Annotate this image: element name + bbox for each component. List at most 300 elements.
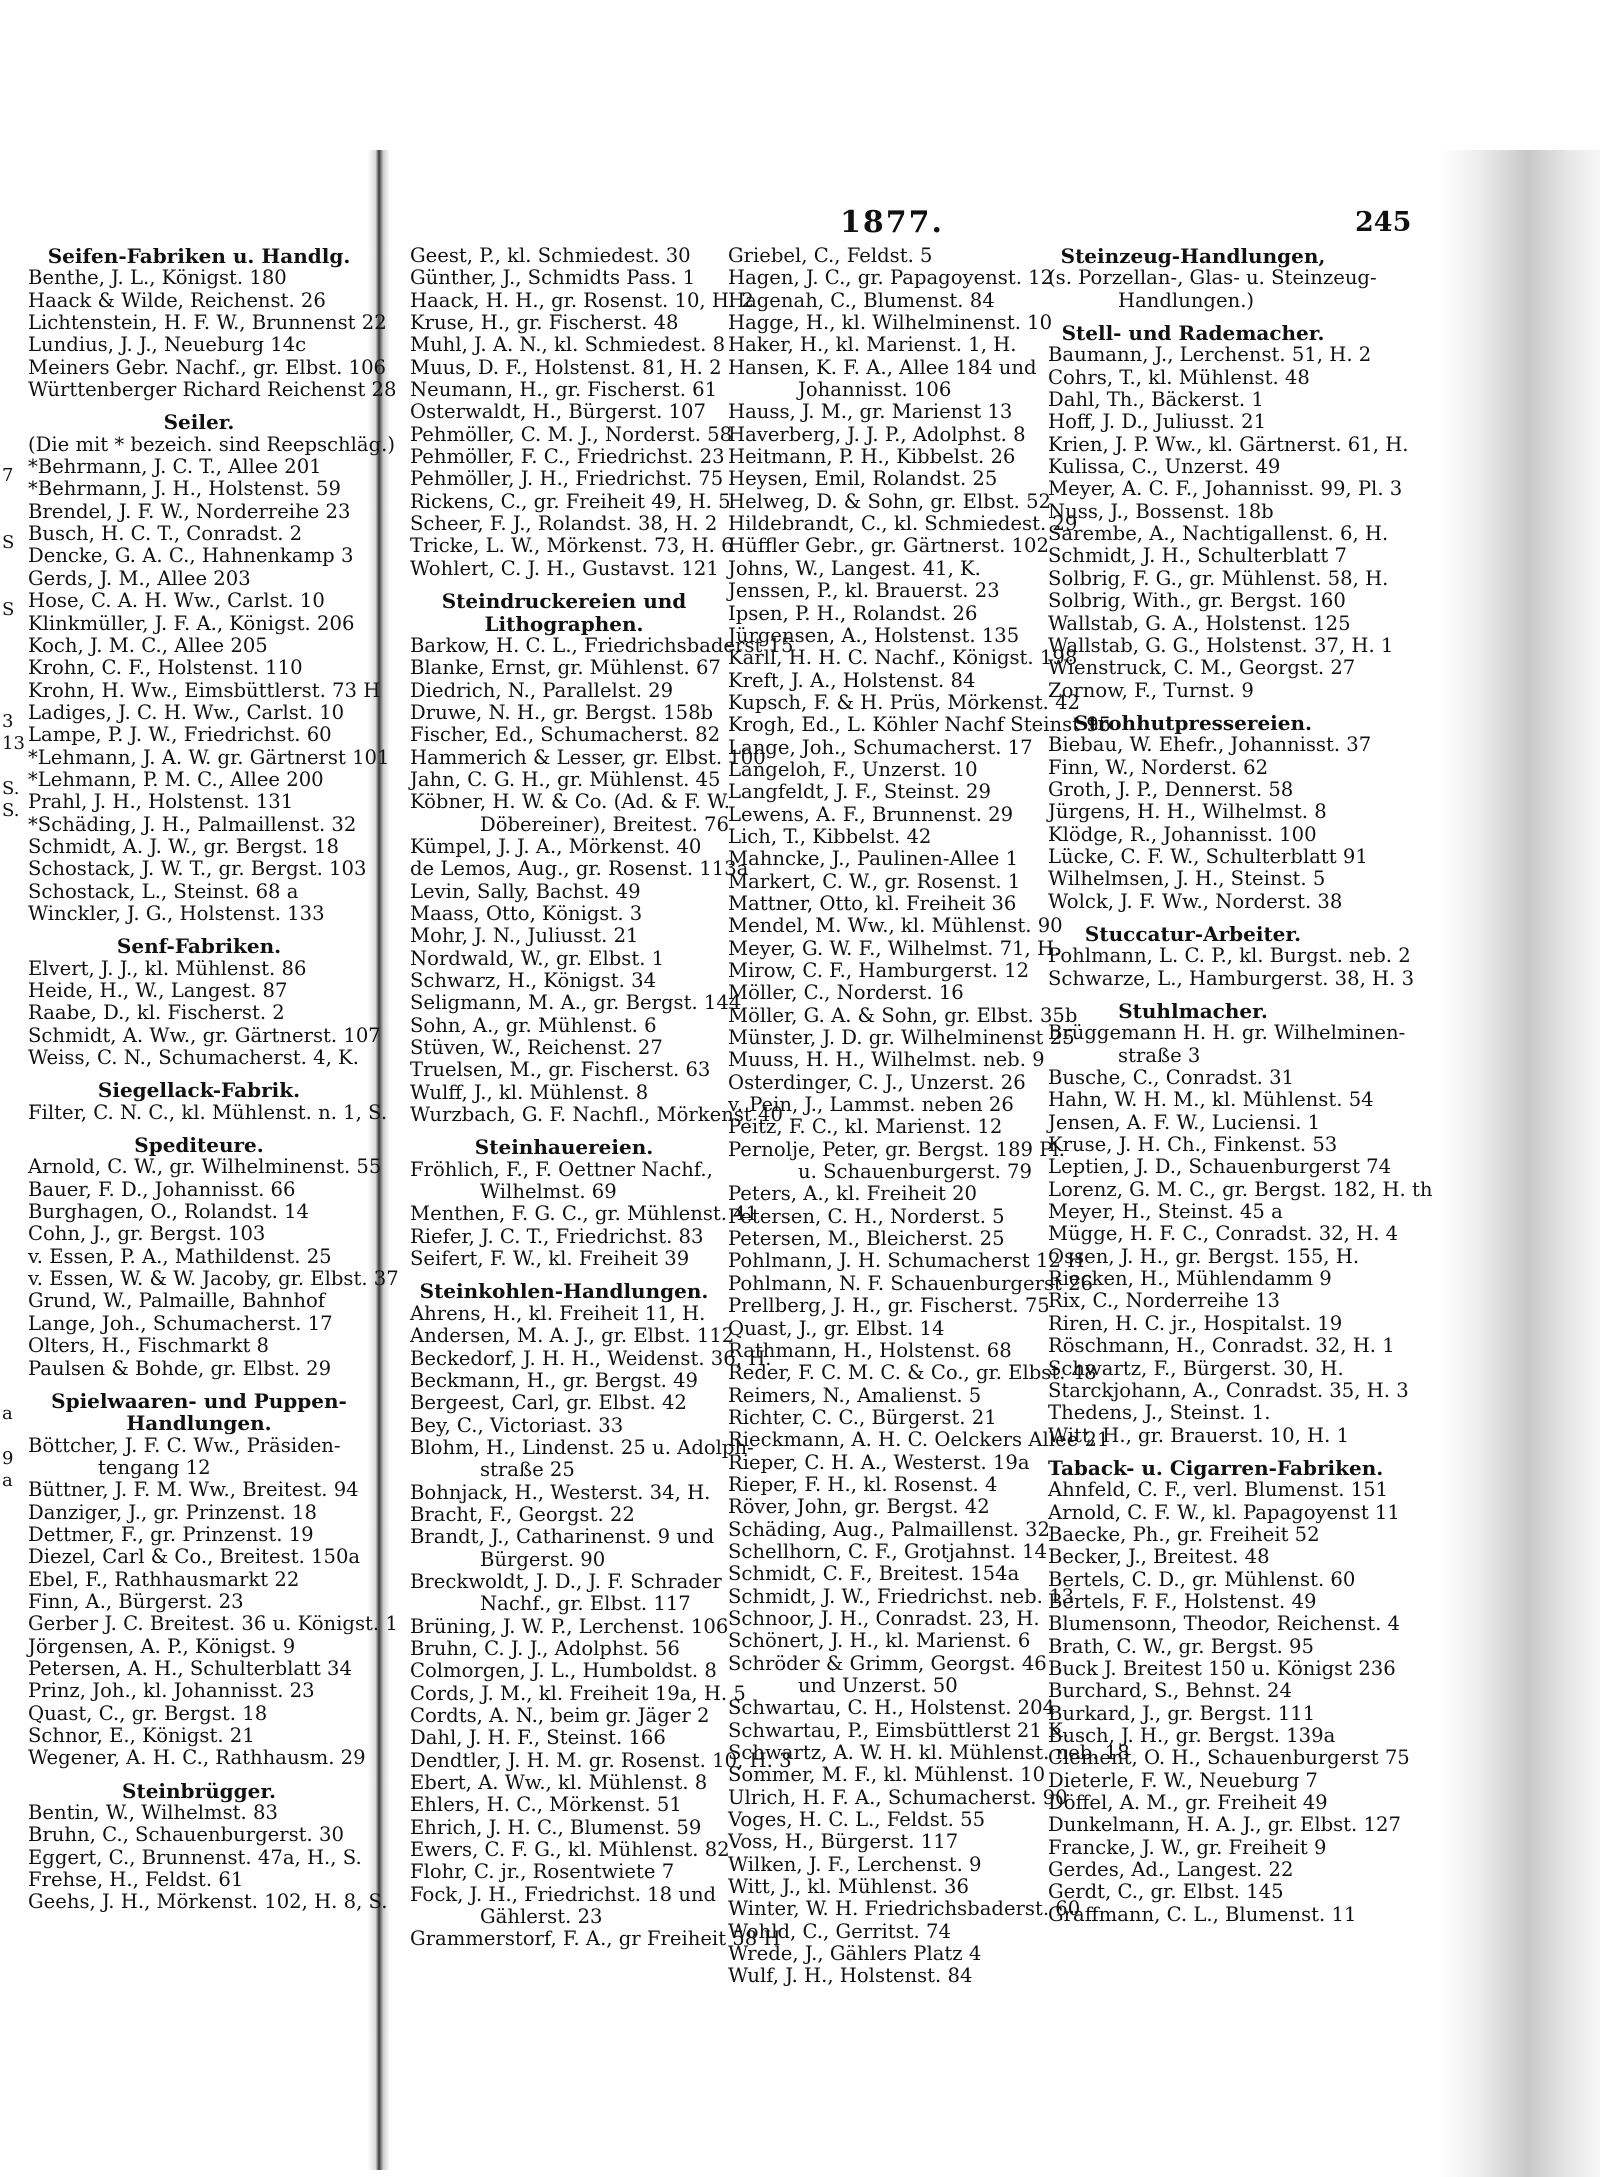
directory-entry: Sohn, A., gr. Mühlenst. 6	[410, 1013, 657, 1037]
directory-entry: Bruhn, C. J. J., Adolphst. 56	[410, 1636, 680, 1660]
directory-entry: Klödge, R., Johannisst. 100	[1048, 822, 1317, 846]
directory-entry: Ehlers, H. C., Mörkenst. 51	[410, 1793, 682, 1817]
directory-entry: Lampe, P. J. W., Friedrichst. 60	[28, 723, 332, 747]
directory-entry: Clement, O. H., Schauenburgerst 75	[1048, 1746, 1410, 1770]
directory-entry: Diezel, Carl & Co., Breitest. 150a	[28, 1545, 361, 1569]
directory-entry: Böttcher, J. F. C. Ww., Präsiden-	[28, 1433, 341, 1457]
directory-entry: Röver, John, gr. Bergst. 42	[728, 1495, 990, 1519]
directory-entry: Biebau, W. Ehefr., Johannisst. 37	[1048, 733, 1372, 757]
directory-entry: Finn, A., Bürgerst. 23	[28, 1589, 244, 1613]
directory-entry: Mirow, C. F., Hamburgerst. 12	[728, 959, 1030, 982]
directory-entry: Kupsch, F. & H. Prüs, Mörkenst. 42	[728, 690, 1080, 714]
entry-continuation: tengang 12	[98, 1455, 211, 1479]
directory-entry: Cohn, J., gr. Bergst. 103	[28, 1222, 266, 1246]
directory-entry: Voss, H., Bürgerst. 117	[728, 1830, 959, 1854]
directory-entry: Gerdes, Ad., Langest. 22	[1048, 1858, 1294, 1882]
running-head	[398, 0, 1438, 250]
directory-entry: Stüven, W., Reichenst. 27	[410, 1036, 663, 1060]
directory-entry: Hagenah, C., Blumenst. 84	[728, 288, 995, 312]
directory-entry: *Lehmann, P. M. C., Allee 200	[28, 767, 324, 791]
directory-entry: Blanke, Ernst, gr. Mühlenst. 67	[410, 656, 721, 680]
directory-entry: Bracht, F., Georgst. 22	[410, 1502, 635, 1526]
directory-entry: Bertels, C. D., gr. Mühlenst. 60	[1048, 1567, 1356, 1591]
directory-entry: Burkard, J., gr. Bergst. 111	[1048, 1701, 1316, 1725]
directory-entry: Lich, T., Kibbelst. 42	[728, 824, 932, 848]
directory-entry: Koch, J. M. C., Allee 205	[28, 633, 268, 657]
directory-entry: Wilhelmsen, J. H., Steinst. 5	[1048, 867, 1326, 891]
directory-entry: Meyer, G. W. F., Wilhelmst. 71, H.	[728, 936, 1061, 960]
directory-entry: v. Pein, J., Lammst. neben 26	[728, 1093, 1014, 1117]
directory-entry: Pohlmann, J. H. Schumacherst 12 H	[728, 1249, 1085, 1273]
directory-entry: Cohrs, T., kl. Mühlenst. 48	[1048, 365, 1310, 389]
directory-entry: Dunkelmann, H. A. J., gr. Elbst. 127	[1048, 1813, 1401, 1837]
section-heading: Seiler.	[163, 410, 235, 435]
directory-entry: Jenssen, P., kl. Brauerst. 23	[728, 579, 1000, 603]
directory-entry: Krogh, Ed., L. Köhler Nachf Steinst 95	[728, 713, 1112, 737]
directory-entry: Cordts, A. N., beim gr. Jäger 2	[410, 1704, 710, 1727]
entry-continuation: Gählerst. 23	[480, 1905, 603, 1929]
directory-entry: Wallstab, G. A., Holstenst. 125	[1048, 611, 1351, 635]
directory-entry: Brüggemann H. H. gr. Wilhelminen-	[1048, 1021, 1406, 1045]
directory-entry: Wilken, J. F., Lerchenst. 9	[728, 1852, 982, 1876]
directory-entry: Schwartau, C. H., Holstenst. 204	[728, 1696, 1056, 1720]
directory-entry: Finn, W., Norderst. 62	[1048, 755, 1269, 779]
directory-entry: Jensen, A. F. W., Luciensi. 1	[1048, 1110, 1321, 1134]
directory-entry: Möller, G. A. & Sohn, gr. Elbst. 35b	[728, 1003, 1078, 1027]
directory-entry: Mattner, Otto, kl. Freiheit 36	[728, 891, 1017, 915]
directory-entry: Brath, C. W., gr. Bergst. 95	[1048, 1634, 1314, 1658]
directory-entry: Schwartz, F., Bürgerst. 30, H.	[1048, 1356, 1344, 1380]
directory-entry: Markert, C. W., gr. Rosenst. 1	[728, 869, 1021, 893]
directory-entry: Sarembe, A., Nachtigallenst. 6, H.	[1048, 522, 1389, 546]
directory-entry: Kreft, J. A., Holstenst. 84	[728, 668, 976, 692]
directory-entry: Hose, C. A. H. Ww., Carlst. 10	[28, 589, 325, 613]
directory-entry: Thedens, J., Steinst. 1.	[1048, 1401, 1271, 1425]
section-heading: Stuccatur-Arbeiter.	[1084, 921, 1302, 946]
directory-entry: Hüffler Gebr., gr. Gärtnerst. 102	[728, 534, 1049, 558]
directory-entry: Tricke, L. W., Mörkenst. 73, H. 6	[410, 534, 734, 558]
directory-entry: Elvert, J. J., kl. Mühlenst. 86	[28, 956, 307, 980]
directory-entry: Prinz, Joh., kl. Johannisst. 23	[28, 1679, 315, 1703]
directory-entry: Frehse, H., Feldst. 61	[28, 1868, 244, 1892]
directory-entry: Pohlmann, L. C. P., kl. Burgst. neb. 2	[1048, 944, 1411, 968]
directory-entry: Grammerstorf, F. A., gr Freiheit 58 H	[410, 1927, 781, 1951]
margin-fragment: 13	[2, 733, 25, 755]
directory-entry: Büttner, J. F. M. Ww., Breitest. 94	[28, 1478, 359, 1502]
directory-entry: Nordwald, W., gr. Elbst. 1	[410, 946, 665, 970]
page-number: 245	[1355, 207, 1412, 238]
directory-entry: Haker, H., kl. Marienst. 1, H.	[728, 333, 1017, 357]
column-left	[28, 244, 399, 1914]
directory-entry: Krohn, H. Ww., Eimsbüttlerst. 73 H	[28, 678, 381, 702]
directory-entry: Münster, J. D. gr. Wilhelminenst 25	[728, 1026, 1075, 1050]
directory-entry: Pehmöller, F. C., Friedrichst. 23	[410, 445, 725, 469]
directory-entry: (s. Porzellan-, Glas- u. Steinzeug-	[1048, 266, 1377, 290]
directory-entry: Schäding, Aug., Palmaillenst. 32	[728, 1517, 1050, 1541]
section-heading: Stell- und Rademacher.	[1061, 321, 1325, 346]
directory-entry: Wolck, J. F. Ww., Norderst. 38	[1048, 889, 1343, 913]
entry-continuation: Nachf., gr. Elbst. 117	[480, 1592, 691, 1616]
directory-entry: Schostack, J. W. T., gr. Bergst. 103	[28, 857, 367, 881]
directory-entry: Peitz, F. C., kl. Marienst. 12	[728, 1115, 1003, 1139]
directory-entry: Muhl, J. A. N., kl. Schmiedest. 8	[410, 333, 726, 357]
directory-entry: Mahncke, J., Paulinen-Allee 1	[728, 847, 1019, 871]
directory-entry: Günther, J., Schmidts Pass. 1	[410, 266, 696, 290]
directory-entry: Sommer, M. F., kl. Mühlenst. 10	[728, 1763, 1046, 1787]
directory-entry: Baecke, Ph., gr. Freiheit 52	[1048, 1522, 1320, 1546]
directory-entry: Bruhn, C., Schauenburgerst. 30	[28, 1823, 344, 1847]
directory-entry: Heysen, Emil, Rolandst. 25	[728, 467, 998, 491]
directory-entry: Lundius, J. J., Neueburg 14c	[28, 333, 307, 357]
directory-entry: Arnold, C. F. W., kl. Papagoyenst 11	[1048, 1500, 1400, 1524]
directory-entry: Schönert, J. H., kl. Marienst. 6	[728, 1629, 1031, 1653]
directory-entry: Bertels, F. F., Holstenst. 49	[1048, 1589, 1317, 1613]
margin-fragment: a	[2, 1403, 13, 1425]
directory-entry: Dendtler, J. H. M. gr. Rosenst. 10, H. 3	[410, 1748, 792, 1772]
directory-entry: Bauer, F. D., Johannisst. 66	[28, 1177, 296, 1201]
entry-continuation: Handlungen.)	[1118, 288, 1255, 312]
directory-entry: Hagge, H., kl. Wilhelminenst. 10	[728, 311, 1053, 335]
directory-entry: Solbrig, With., gr. Bergst. 160	[1048, 589, 1346, 613]
section-heading: Spielwaaren- und Puppen-	[51, 1388, 347, 1413]
directory-entry: Graffmann, C. L., Blumenst. 11	[1048, 1902, 1357, 1926]
directory-entry: Wohlert, C. J. H., Gustavst. 121	[410, 556, 719, 580]
directory-entry: Groth, J. P., Dennerst. 58	[1048, 777, 1294, 801]
entry-continuation: straße 25	[480, 1458, 575, 1482]
section-heading: Siegellack-Fabrik.	[97, 1078, 301, 1103]
directory-entry: Ulrich, H. F. A., Schumacherst. 90	[728, 1785, 1068, 1809]
section-heading: Strohhutpressereien.	[1074, 710, 1312, 735]
directory-entry: Rathmann, H., Holstenst. 68	[728, 1338, 1012, 1362]
directory-entry: Württenberger Richard Reichenst 28	[28, 378, 397, 402]
directory-entry: Mügge, H. F. C., Conradst. 32, H. 4	[1048, 1222, 1399, 1246]
directory-entry: *Behrmann, J. C. T., Allee 201	[28, 455, 322, 479]
directory-entry: Langfeldt, J. F., Steinst. 29	[728, 780, 991, 804]
directory-entry: Wrede, J., Gählers Platz 4	[728, 1942, 982, 1966]
directory-entry: Beckmann, H., gr. Bergst. 49	[410, 1368, 699, 1392]
directory-entry: Diedrich, N., Parallelst. 29	[410, 678, 674, 702]
directory-entry: Ladiges, J. C. H. Ww., Carlst. 10	[28, 700, 345, 724]
section-heading: Steindruckereien und	[441, 589, 687, 614]
directory-entry: Hansen, K. F. A., Allee 184 und	[728, 355, 1037, 379]
section-heading: Steinbrügger.	[122, 1778, 276, 1803]
directory-entry: Schellhorn, C. F., Grotjahnst. 14	[728, 1539, 1047, 1563]
directory-entry: Riren, H. C. jr., Hospitalst. 19	[1048, 1311, 1343, 1335]
directory-entry: Danziger, J., gr. Prinzenst. 18	[28, 1500, 317, 1524]
directory-entry: Hagen, J. C., gr. Papagoyenst. 12	[728, 266, 1054, 290]
directory-entry: Ossen, J. H., gr. Bergst. 155, H.	[1048, 1244, 1360, 1268]
directory-entry: Ebel, F., Rathhausmarkt 22	[28, 1567, 300, 1591]
directory-entry: Paulsen & Bohde, gr. Elbst. 29	[28, 1356, 332, 1380]
directory-entry: Brüning, J. W. P., Lerchenst. 106	[410, 1614, 729, 1638]
directory-entry: Heitmann, P. H., Kibbelst. 26	[728, 445, 1016, 469]
directory-entry: Mendel, M. Ww., kl. Mühlenst. 90	[728, 914, 1063, 938]
section-heading: Senf-Fabriken.	[116, 934, 282, 959]
directory-entry: Muus, D. F., Holstenst. 81, H. 2	[410, 355, 722, 379]
directory-entry: Griebel, C., Feldst. 5	[728, 244, 933, 267]
directory-entry: Scheer, F. J., Rolandst. 38, H. 2	[410, 512, 718, 536]
directory-entry: Kruse, J. H. Ch., Finkenst. 53	[1048, 1133, 1338, 1157]
directory-entry: Winter, W. H. Friedrichsbaderst. 60	[728, 1897, 1081, 1921]
directory-entry: Pernolje, Peter, gr. Bergst. 189 Pl.	[728, 1137, 1065, 1161]
section-heading: Steinzeug-Handlungen,	[1060, 244, 1326, 268]
section-heading: Lithographen.	[484, 611, 644, 636]
directory-entry: Raabe, D., kl. Fischerst. 2	[28, 1001, 285, 1025]
directory-entry: Olters, H., Fischmarkt 8	[28, 1334, 270, 1358]
directory-entry: Lichtenstein, H. F. W., Brunnenst 22	[28, 311, 387, 335]
directory-entry: Prahl, J. H., Holstenst. 131	[28, 790, 294, 814]
directory-entry: Richter, C. C., Bürgerst. 21	[728, 1405, 997, 1429]
section-heading: Seifen-Fabriken u. Handlg.	[47, 244, 351, 268]
directory-entry: Schwarze, L., Hamburgerst. 38, H. 3	[1048, 966, 1415, 990]
directory-entry: Rix, C., Norderreihe 13	[1048, 1289, 1280, 1313]
column-steinzeug	[1048, 244, 1433, 1926]
directory-entry: Rieckmann, A. H. C. Oelckers Allee 21	[728, 1428, 1110, 1452]
directory-entry: Schnoor, J. H., Conradst. 23, H.	[728, 1606, 1040, 1630]
directory-entry: Bentin, W., Wilhelmst. 83	[28, 1801, 278, 1825]
directory-entry: Schwartz, A. W. H. kl. Mühlenst. neb. 18	[728, 1741, 1130, 1765]
directory-entry: Hahn, W. H. M., kl. Mühlenst. 54	[1048, 1088, 1374, 1112]
directory-entry: Beckedorf, J. H. H., Weidenst. 36, H.	[410, 1346, 772, 1370]
directory-entry: Meiners Gebr. Nachf., gr. Elbst. 106	[28, 355, 387, 379]
directory-entry: Baumann, J., Lerchenst. 51, H. 2	[1048, 343, 1372, 367]
margin-fragment: 9	[2, 1448, 14, 1470]
directory-entry: Osterwaldt, H., Bürgerst. 107	[410, 400, 706, 424]
directory-entry: Köbner, H. W. & Co. (Ad. & F. W.	[410, 790, 731, 814]
directory-entry: Dencke, G. A. C., Hahnenkamp 3	[28, 544, 354, 568]
directory-entry: Wohld, C., Gerritst. 74	[728, 1919, 951, 1943]
directory-entry: v. Essen, P. A., Mathildenst. 25	[28, 1244, 332, 1268]
directory-entry: Haack, H. H., gr. Rosenst. 10, H. 2	[410, 288, 754, 312]
directory-entry: Dieterle, F. W., Neueburg 7	[1048, 1768, 1318, 1792]
directory-entry: Petersen, C. H., Norderst. 5	[728, 1204, 1005, 1228]
directory-entry: Flohr, C. jr., Rosentwiete 7	[410, 1860, 675, 1884]
directory-entry: Pehmöller, C. M. J., Norderst. 58	[410, 422, 733, 446]
directory-entry: Wurzbach, G. F. Nachfl., Mörkenst 40	[410, 1103, 783, 1127]
directory-entry: Solbrig, F. G., gr. Mühlenst. 58, H.	[1048, 566, 1389, 590]
section-heading: Steinkohlen-Handlungen.	[419, 1279, 709, 1304]
directory-entry: Lange, Joh., Schumacherst. 17	[728, 735, 1033, 759]
directory-entry: Becker, J., Breitest. 48	[1048, 1545, 1270, 1569]
directory-entry: Mohr, J. N., Juliusst. 21	[410, 924, 639, 948]
entry-continuation: Johannisst. 106	[798, 378, 952, 402]
directory-entry: Busche, C., Conradst. 31	[1048, 1066, 1295, 1090]
directory-entry: Zornow, F., Turnst. 9	[1048, 678, 1254, 702]
directory-entry: Andersen, M. A. J., gr. Elbst. 112	[410, 1324, 735, 1348]
directory-entry: Haack & Wilde, Reichenst. 26	[28, 288, 326, 312]
entry-continuation: und Unzerst. 50	[798, 1674, 958, 1697]
directory-entry: Petersen, M., Bleicherst. 25	[728, 1227, 1005, 1251]
directory-entry: Brandt, J., Catharinenst. 9 und	[410, 1525, 715, 1549]
directory-entry: Meyer, A. C. F., Johannisst. 99, Pl. 3	[1048, 477, 1403, 501]
directory-entry: Witt, H., gr. Brauerst. 10, H. 1	[1048, 1423, 1350, 1447]
directory-entry: Geehs, J. H., Mörkenst. 102, H. 8, S.	[28, 1890, 388, 1914]
directory-entry: Schmidt, J. H., Schulterblatt 7	[1048, 544, 1347, 568]
directory-entry: Klinkmüller, J. F. A., Königst. 206	[28, 611, 355, 635]
margin-fragment: S	[2, 599, 15, 621]
directory-entry: Seligmann, M. A., gr. Bergst. 144	[410, 991, 742, 1015]
directory-entry: Ehrich, J. H. C., Blumenst. 59	[410, 1815, 702, 1839]
directory-entry: Quast, J., gr. Elbst. 14	[728, 1316, 945, 1340]
directory-entry: Arnold, C. W., gr. Wilhelminenst. 55	[28, 1155, 382, 1179]
directory-entry: Schwarz, H., Königst. 34	[410, 969, 657, 992]
directory-entry: Hoff, J. D., Juliusst. 21	[1048, 410, 1267, 434]
directory-entry: Busch, J. H., gr. Bergst. 139a	[1048, 1724, 1336, 1747]
directory-entry: Hildebrandt, C., kl. Schmiedest. 29	[728, 512, 1078, 536]
section-heading: Steinhauereien.	[474, 1135, 654, 1160]
directory-entry: Wallstab, G. G., Holstenst. 37, H. 1	[1048, 633, 1394, 657]
margin-fragment: 7	[2, 465, 14, 486]
directory-entry: Schostack, L., Steinst. 68 a	[28, 879, 299, 903]
directory-entry: Lücke, C. F. W., Schulterblatt 91	[1048, 844, 1368, 868]
directory-entry: Wegener, A. H. C., Rathhausm. 29	[28, 1746, 366, 1770]
directory-entry: Schmidt, A. Ww., gr. Gärtnerst. 107	[28, 1023, 381, 1047]
directory-entry: Witt, J., kl. Mühlenst. 36	[728, 1875, 969, 1899]
section-heading: Spediteure.	[134, 1133, 264, 1158]
directory-entry: Buck J. Breitest 150 u. Königst 236	[1048, 1656, 1396, 1680]
directory-entry: Jörgensen, A. P., Königst. 9	[28, 1634, 296, 1658]
directory-entry: Peters, A., kl. Freiheit 20	[728, 1182, 978, 1206]
directory-entry: Schnor, E., Königst. 21	[28, 1724, 255, 1747]
directory-entry: Ebert, A. Ww., kl. Mühlenst. 8	[410, 1771, 708, 1795]
directory-entry: Geest, P., kl. Schmiedest. 30	[410, 244, 691, 267]
directory-entry: Petersen, A. H., Schulterblatt 34	[28, 1656, 352, 1680]
directory-entry: Krohn, C. F., Holstenst. 110	[28, 656, 303, 680]
directory-entry: Helweg, D. & Sohn, gr. Elbst. 52	[728, 489, 1052, 513]
directory-entry: Maass, Otto, Königst. 3	[410, 901, 643, 925]
directory-entry: Kruse, H., gr. Fischerst. 48	[410, 311, 679, 335]
directory-entry: Rickens, C., gr. Freiheit 49, H. 5	[410, 489, 731, 513]
directory-entry: Jürgensen, A., Holstenst. 135	[728, 623, 1020, 647]
directory-entry: Lange, Joh., Schumacherst. 17	[28, 1311, 333, 1335]
year-heading: 1877.	[840, 205, 944, 240]
directory-entry: Seifert, F. W., kl. Freiheit 39	[410, 1247, 690, 1271]
directory-entry: Jahn, C. G. H., gr. Mühlenst. 45	[410, 767, 721, 791]
margin-fragment: a	[2, 1470, 13, 1492]
directory-entry: Dahl, J. H. F., Steinst. 166	[410, 1726, 666, 1750]
directory-entry: Gerds, J. M., Allee 203	[28, 566, 251, 590]
directory-entry: Bohnjack, H., Westerst. 34, H.	[410, 1480, 711, 1504]
directory-entry: Winckler, J. G., Holstenst. 133	[28, 901, 325, 925]
directory-entry: Gerdt, C., gr. Elbst. 145	[1048, 1880, 1284, 1904]
entry-continuation: u. Schauenburgerst. 79	[798, 1160, 1032, 1184]
section-heading: Taback- u. Cigarren-Fabriken.	[1048, 1455, 1384, 1480]
directory-entry: *Behrmann, J. H., Holstenst. 59	[28, 477, 341, 501]
directory-entry: Burghagen, O., Rolandst. 14	[28, 1200, 310, 1224]
section-heading: Handlungen.	[126, 1411, 272, 1436]
directory-entry: Francke, J. W., gr. Freiheit 9	[1048, 1835, 1327, 1859]
directory-entry: v. Essen, W. & W. Jacoby, gr. Elbst. 37	[28, 1267, 399, 1291]
directory-entry: Lewens, A. F., Brunnenst. 29	[728, 802, 1014, 826]
directory-entry: Meyer, H., Steinst. 45 a	[1048, 1200, 1283, 1224]
directory-entry: Ipsen, P. H., Rolandst. 26	[728, 601, 978, 625]
directory-entry: Voges, H. C. L., Feldst. 55	[728, 1808, 986, 1832]
directory-entry: Hauss, J. M., gr. Marienst 13	[728, 400, 1013, 424]
directory-entry: Blumensonn, Theodor, Reichenst. 4	[1048, 1612, 1400, 1636]
directory-entry: Schmidt, J. W., Friedrichst. neb. 13	[728, 1584, 1075, 1608]
directory-entry: Schmidt, C. F., Breitest. 154a	[728, 1562, 1020, 1586]
directory-entry: Ewers, C. F. G., kl. Mühlenst. 82	[410, 1838, 730, 1862]
directory-entry: Dettmer, F., gr. Prinzenst. 19	[28, 1522, 314, 1546]
directory-entry: Ahnfeld, C. F., verl. Blumenst. 151	[1048, 1478, 1389, 1502]
directory-entry: Leptien, J. D., Schauenburgerst 74	[1048, 1155, 1392, 1179]
entry-continuation: straße 3	[1118, 1043, 1201, 1067]
directory-entry: Schmidt, A. J. W., gr. Bergst. 18	[28, 834, 339, 858]
directory-entry: Grund, W., Palmaille, Bahnhof	[28, 1289, 326, 1313]
directory-entry: Blohm, H., Lindenst. 25 u. Adolph-	[410, 1435, 754, 1459]
directory-entry: Muuss, H. H., Wilhelmst. neb. 9	[728, 1048, 1045, 1072]
directory-entry: Döffel, A. M., gr. Freiheit 49	[1048, 1791, 1328, 1815]
directory-entry: Pohlmann, N. F. Schauenburgerst 26	[728, 1271, 1094, 1295]
column-griebel	[728, 244, 1130, 1988]
directory-entry: Rieper, C. H. A., Westerst. 19a	[728, 1450, 1030, 1474]
directory-entry: Fock, J. H., Friedrichst. 18 und	[410, 1882, 717, 1906]
directory-entry: Breckwoldt, J. D., J. F. Schrader	[410, 1569, 722, 1593]
directory-entry: Jürgens, H. H., Wilhelmst. 8	[1048, 800, 1327, 824]
entry-continuation: Bürgerst. 90	[480, 1547, 606, 1571]
directory-entry: Benthe, J. L., Königst. 180	[28, 266, 287, 290]
directory-entry: (Die mit * bezeich. sind Reepschläg.)	[28, 432, 396, 456]
directory-entry: Bergeest, Carl, gr. Elbst. 42	[410, 1391, 687, 1415]
directory-entry: Langeloh, F., Unzerst. 10	[728, 757, 978, 781]
directory-entry: Brendel, J. F. W., Norderreihe 23	[28, 499, 351, 523]
directory-entry: Heide, H., W., Langest. 87	[28, 979, 288, 1002]
entry-continuation: Wilhelmst. 69	[480, 1180, 617, 1204]
directory-entry: Kümpel, J. J. A., Mörkenst. 40	[410, 834, 702, 858]
directory-entry: Druwe, N. H., gr. Bergst. 158b	[410, 700, 714, 724]
directory-entry: Karll, H. H. C. Nachf., Königst. 198	[728, 646, 1078, 670]
margin-fragment: S	[2, 532, 15, 554]
directory-entry: Colmorgen, J. L., Humboldst. 8	[410, 1659, 717, 1683]
directory-entry: Möller, C., Norderst. 16	[728, 981, 964, 1005]
directory-entry: Gerber J. C. Breitest. 36 u. Königst. 1	[28, 1612, 398, 1636]
directory-entry: Schröder & Grimm, Georgst. 46	[728, 1651, 1047, 1675]
directory-entry: Kulissa, C., Unzerst. 49	[1048, 455, 1281, 479]
directory-entry: Barkow, H. C. L., Friedrichsbaderst 15	[410, 633, 794, 657]
directory-entry: Rieper, F. H., kl. Rosenst. 4	[728, 1472, 998, 1496]
directory-entry: Riefer, J. C. T., Friedrichst. 83	[410, 1224, 704, 1248]
directory-entry: Riecken, H., Mühlendamm 9	[1048, 1267, 1332, 1291]
directory-entry: Filter, C. N. C., kl. Mühlenst. n. 1, S.	[28, 1100, 388, 1124]
directory-entry: Levin, Sally, Bachst. 49	[410, 879, 641, 903]
section-heading: Stuhlmacher.	[1118, 999, 1268, 1023]
directory-entry: Prellberg, J. H., gr. Fischerst. 75	[728, 1294, 1050, 1318]
directory-entry: Haverberg, J. J. P., Adolphst. 8	[728, 422, 1026, 446]
directory-entry: Menthen, F. G. C., gr. Mühlenst. 41	[410, 1202, 759, 1226]
margin-fragment: S.	[2, 800, 20, 822]
directory-entry: Starckjohann, A., Conradst. 35, H. 3	[1048, 1378, 1409, 1402]
directory-entry: Bey, C., Victoriast. 33	[410, 1413, 624, 1437]
directory-entry: Quast, C., gr. Bergst. 18	[28, 1701, 268, 1725]
margin-fragment: 3	[2, 710, 14, 732]
directory-entry: Wienstruck, C. M., Georgst. 27	[1048, 656, 1356, 680]
directory-entry: Lorenz, G. M. C., gr. Bergst. 182, H. th	[1048, 1177, 1433, 1201]
directory-entry: Nuss, J., Bossenst. 18b	[1048, 499, 1274, 523]
directory-entry: Schwartau, P., Eimsbüttlerst 21 K.	[728, 1718, 1069, 1742]
directory-entry: Krien, J. P. Ww., kl. Gärtnerst. 61, H.	[1048, 432, 1409, 456]
directory-entry: Dahl, Th., Bäckerst. 1	[1048, 388, 1264, 412]
directory-entry: Pehmöller, J. H., Friedrichst. 75	[410, 467, 724, 491]
directory-entry: Fröhlich, F., F. Oettner Nachf.,	[410, 1157, 713, 1181]
directory-entry: Wulff, J., kl. Mühlenst. 8	[410, 1080, 649, 1104]
entry-continuation: Döbereiner), Breitest. 76	[480, 812, 729, 836]
margin-fragment: S.	[2, 777, 20, 799]
directory-entry: Neumann, H., gr. Fischerst. 61	[410, 378, 718, 402]
directory-entry: Eggert, C., Brunnenst. 47a, H., S.	[28, 1845, 362, 1869]
directory-entry: Cords, J. M., kl. Freiheit 19a, H. 5	[410, 1681, 746, 1705]
directory-entry: Reder, F. C. M. C. & Co., gr. Elbst. 48	[728, 1361, 1097, 1385]
directory-entry: Busch, H. C. T., Conradst. 2	[28, 522, 303, 546]
